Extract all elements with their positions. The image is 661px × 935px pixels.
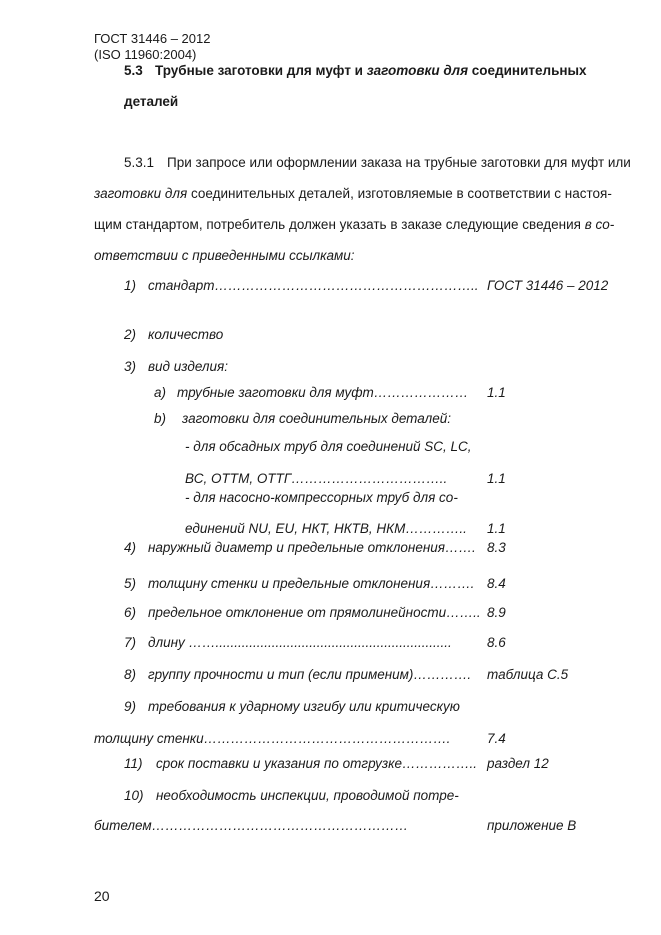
section-title-part-a: Трубные заготовки для муфт и — [155, 63, 363, 78]
sub-sub-item-reference: 1.1 — [487, 471, 506, 486]
list-item-reference: 8.6 — [487, 635, 506, 650]
list-item-text: длину ……............................................................... — [148, 635, 452, 650]
sub-sub-item-text: - для насосно-компрессорных труб для со- — [185, 490, 458, 505]
paragraph-line3-plain: щим стандартом, потребитель должен указать в заказе следующие сведения — [94, 217, 581, 232]
list-item-reference: 8.4 — [487, 576, 506, 591]
list-item-text-continuation: толщину стенки………………………………………………. — [94, 731, 451, 746]
list-item-number: 10) — [124, 788, 144, 803]
list-item-number: 6) — [124, 605, 137, 620]
sub-sub-item-reference: 1.1 — [487, 521, 506, 536]
paragraph-line3 — [94, 217, 614, 233]
sub-item-number: b) — [154, 411, 167, 426]
list-item-text: необходимость инспекции, проводимой потре- — [156, 788, 459, 803]
list-item-number: 5) — [124, 576, 137, 591]
list-item-reference: ГОСТ 31446 – 2012 — [487, 278, 609, 293]
section-title — [155, 63, 587, 79]
paragraph-line2-rest: соединительных деталей, изготовляемые в соответствии с настоя- — [187, 186, 612, 201]
sub-sub-item-text: ВС, ОТТМ, ОТТГ…………………………….. — [185, 471, 448, 486]
list-item-reference: 8.9 — [487, 605, 506, 620]
list-item-text: толщину стенки и предельные отклонения………. — [148, 576, 475, 591]
paragraph-line2 — [94, 186, 612, 202]
sub-item-number: а) — [154, 385, 167, 400]
list-item-text: вид изделия: — [148, 359, 229, 374]
document-iso-code: (ISO 11960:2004) — [94, 47, 197, 62]
list-item-text: стандарт………………………………………………….. — [148, 278, 479, 293]
sub-item-text: трубные заготовки для муфт………………… — [177, 385, 469, 400]
paragraph-line4: ответствии с приведенными ссылками: — [94, 248, 355, 263]
list-item-number: 9) — [124, 699, 137, 714]
sub-sub-item-text: - для обсадных труб для соединений SC, LC, — [185, 439, 472, 454]
list-item-reference: таблица С.5 — [487, 667, 569, 682]
list-item-number: 7) — [124, 635, 137, 650]
list-item-number: 11) — [124, 756, 143, 771]
sub-item-text: заготовки для соединительных деталей: — [182, 411, 452, 426]
list-item-reference: 8.3 — [487, 540, 506, 555]
list-item-text: срок поставки и указания по отгрузке…………….. — [156, 756, 478, 771]
document-standard-code: ГОСТ 31446 – 2012 — [94, 31, 211, 46]
list-item-text: количество — [148, 327, 224, 342]
section-title-italic: заготовки для — [366, 63, 469, 78]
list-item-text: наружный диаметр и предельные отклонения……. — [148, 540, 476, 555]
list-item-text: предельное отклонение от прямолинейности…….. — [148, 605, 481, 620]
list-item-reference: 7.4 — [487, 731, 506, 746]
sub-item-reference: 1.1 — [487, 385, 506, 400]
list-item-number: 1) — [124, 278, 137, 293]
paragraph-number: 5.3.1 — [124, 155, 155, 170]
list-item-number: 2) — [124, 327, 137, 342]
list-item-number: 4) — [124, 540, 137, 555]
paragraph-line2-italic: заготовки для — [94, 186, 188, 201]
list-item-reference: раздел 12 — [487, 756, 549, 771]
page-number: 20 — [94, 888, 110, 904]
section-title-part-b: соединительных — [471, 63, 587, 78]
paragraph-line3-italic: в со- — [580, 217, 615, 232]
section-title-line2: деталей — [124, 94, 179, 109]
list-item-number: 8) — [124, 667, 137, 682]
list-item-number: 3) — [124, 359, 137, 374]
list-item-text: требования к ударному изгибу или критическую — [148, 699, 460, 714]
paragraph-line1: При запросе или оформлении заказа на трубные заготовки для муфт или — [167, 155, 631, 170]
section-number: 5.3 — [124, 63, 143, 78]
sub-sub-item-text: единений NU, EU, НКТ, НКТВ, НКМ………….. — [185, 521, 467, 536]
list-item-reference: приложение В — [487, 818, 577, 833]
list-item-text-continuation: бителем………………………………………………… — [94, 818, 409, 833]
list-item-text: группу прочности и тип (если применим)…………. — [148, 667, 472, 682]
